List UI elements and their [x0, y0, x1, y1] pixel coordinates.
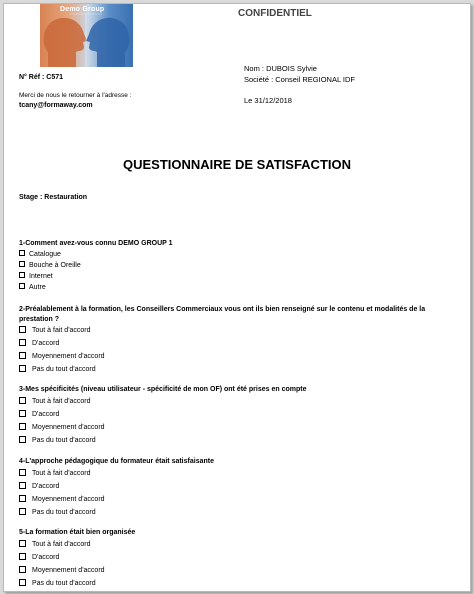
option-label: D'accord [32, 340, 60, 347]
checkbox[interactable] [19, 339, 26, 346]
option-label: Pas du tout d'accord [32, 437, 96, 444]
question-4-option[interactable] [19, 469, 91, 479]
question-4-title: 4-L'approche pédagogique du formateur était satisfaisante [19, 458, 214, 465]
question-1-option[interactable] [19, 250, 61, 260]
question-2-title: 2-Préalablement à la formation, les Conseillers Commerciaux vous ont ils bien renseigné sur le contenu et modalités de la prestation ? [19, 306, 426, 323]
document-title: QUESTIONNAIRE DE SATISFACTION [123, 157, 351, 172]
option-label: Tout à fait d'accord [32, 541, 91, 548]
option-label: Catalogue [29, 251, 61, 258]
question-4-option[interactable] [19, 482, 59, 492]
question-1-option[interactable] [19, 272, 53, 282]
heads-logo-icon [40, 4, 133, 67]
checkbox[interactable] [19, 352, 26, 359]
document-page [3, 3, 471, 592]
question-5-option[interactable] [19, 540, 91, 550]
checkbox[interactable] [19, 579, 26, 586]
checkbox[interactable] [19, 566, 26, 573]
document-date: Le 31/12/2018 [244, 96, 292, 105]
stage-label: Stage : Restauration [19, 194, 88, 201]
return-instruction: Merci de nous le retourner à l'adresse : [19, 92, 132, 99]
option-label: D'accord [32, 554, 60, 561]
checkbox[interactable] [19, 508, 26, 515]
checkbox[interactable] [19, 423, 26, 430]
question-2-option[interactable] [19, 365, 96, 375]
option-label: Internet [29, 273, 53, 280]
question-3-option[interactable] [19, 436, 96, 446]
checkbox[interactable] [19, 482, 26, 489]
question-5-title: 5-La formation était bien organisée [19, 529, 136, 536]
question-2-option[interactable] [19, 352, 105, 362]
confidential-label: CONFIDENTIEL [238, 8, 312, 19]
option-label: Tout à fait d'accord [32, 327, 91, 334]
recipient-name: Nom : DUBOIS Sylvie [244, 64, 317, 73]
question-2-option[interactable] [19, 339, 59, 349]
question-1-title: 1-Comment avez-vous connu DEMO GROUP 1 [19, 240, 173, 247]
option-label: Moyennement d'accord [32, 353, 105, 360]
checkbox[interactable] [19, 365, 26, 372]
checkbox[interactable] [19, 553, 26, 560]
question-5-option[interactable] [19, 553, 59, 563]
option-label: Moyennement d'accord [32, 424, 105, 431]
question-5-option[interactable] [19, 579, 96, 589]
question-3-option[interactable] [19, 410, 59, 420]
question-3-option[interactable] [19, 423, 105, 433]
option-label: D'accord [32, 483, 60, 490]
question-1-option[interactable] [19, 283, 46, 293]
option-label: Moyennement d'accord [32, 567, 105, 574]
option-label: Pas du tout d'accord [32, 580, 96, 587]
company-logo [40, 4, 133, 67]
option-label: Pas du tout d'accord [32, 509, 96, 516]
option-label: Autre [29, 284, 46, 291]
question-4-option[interactable] [19, 508, 96, 518]
reference-number: N° Réf : C571 [19, 74, 64, 81]
question-3-title: 3-Mes spécificités (niveau utilisateur - spécificité de mon OF) ont été prises en compte [19, 386, 307, 393]
checkbox[interactable] [19, 540, 26, 547]
checkbox[interactable] [19, 397, 26, 404]
question-3-option[interactable] [19, 397, 91, 407]
option-label: Tout à fait d'accord [32, 470, 91, 477]
recipient-company: Société : Conseil REGIONAL IDF [244, 75, 356, 84]
checkbox[interactable] [19, 250, 25, 256]
question-1-option[interactable] [19, 261, 81, 271]
checkbox[interactable] [19, 495, 26, 502]
option-label: Bouche à Oreille [29, 262, 81, 269]
option-label: Moyennement d'accord [32, 496, 105, 503]
logo-text: Demo Group [60, 6, 105, 13]
checkbox[interactable] [19, 469, 26, 476]
question-5-option[interactable] [19, 566, 105, 576]
checkbox[interactable] [19, 283, 25, 289]
checkbox[interactable] [19, 272, 25, 278]
return-email-link[interactable]: tcany@formaway.com [19, 102, 93, 109]
checkbox[interactable] [19, 436, 26, 443]
question-4-option[interactable] [19, 495, 105, 505]
option-label: D'accord [32, 411, 60, 418]
option-label: Pas du tout d'accord [32, 366, 96, 373]
checkbox[interactable] [19, 326, 26, 333]
option-label: Tout à fait d'accord [32, 398, 91, 405]
checkbox[interactable] [19, 261, 25, 267]
checkbox[interactable] [19, 410, 26, 417]
question-2-option[interactable] [19, 326, 91, 336]
